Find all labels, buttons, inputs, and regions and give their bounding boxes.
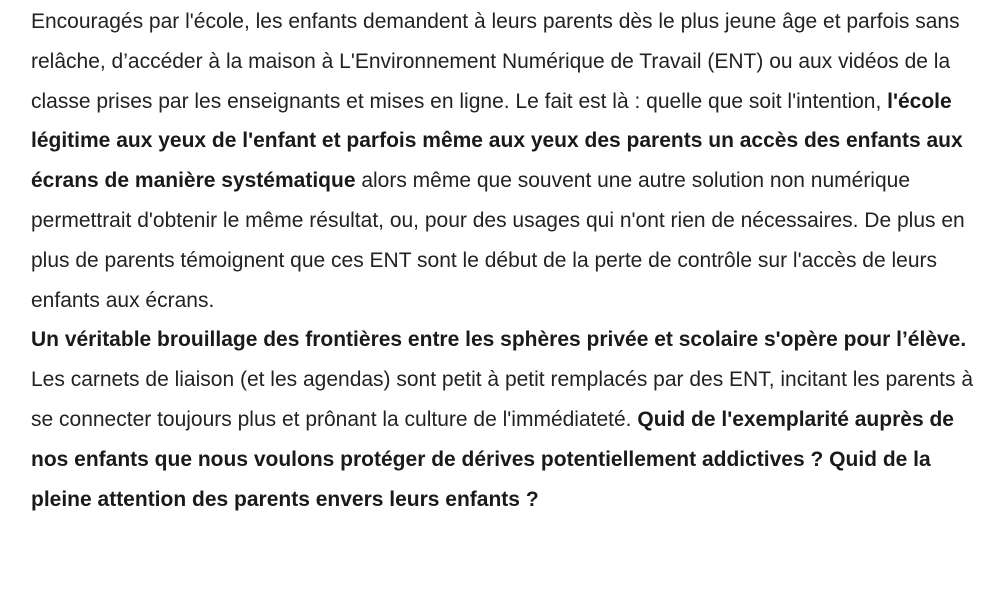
paragraph-ent-access [31,2,991,320]
bold-text-segment: Quid de l'exemplarité auprès de nos enfants que nous voulons protéger de dérives potentiellement addictives ? Quid de la pleine attention des parents envers leurs enfants ? [31,407,954,511]
text-segment: Les carnets de liaison (et les agendas) sont petit à petit remplacés par des ENT, incitant les parents à se connecter toujours plus et prônant la culture de l'immédiateté. [31,368,974,431]
paragraph-liaison-notebooks [31,360,991,519]
article-text [31,2,991,519]
bold-text-segment: Un véritable brouillage des frontières entre les sphères privée et scolaire s'opère pour l’élève. [31,328,967,352]
paragraph-boundary-blurring [31,320,991,360]
text-segment: Encouragés par l'école, les enfants demandent à leurs parents dès le plus jeune âge et parfois sans relâche, d’accéder à la maison à L'Environnement Numérique de Travail (ENT) ou aux vidéos de la classe prises par les enseignants et mises en ligne. Le fait est là : quelle que soit l'intention, [31,10,960,113]
bold-text-segment: l'école légitime aux yeux de l'enfant et parfois même aux yeux des parents un accès des enfants aux écrans de manière systématique [31,89,963,193]
text-segment: alors même que souvent une autre solution non numérique permettrait d'obtenir le même résultat, ou, pour des usages qui n'ont rien de nécessaires. De plus en plus de parents témoignent que ces ENT sont le début de la perte de contrôle sur l'accès de leurs enfants aux écrans. [31,169,965,312]
